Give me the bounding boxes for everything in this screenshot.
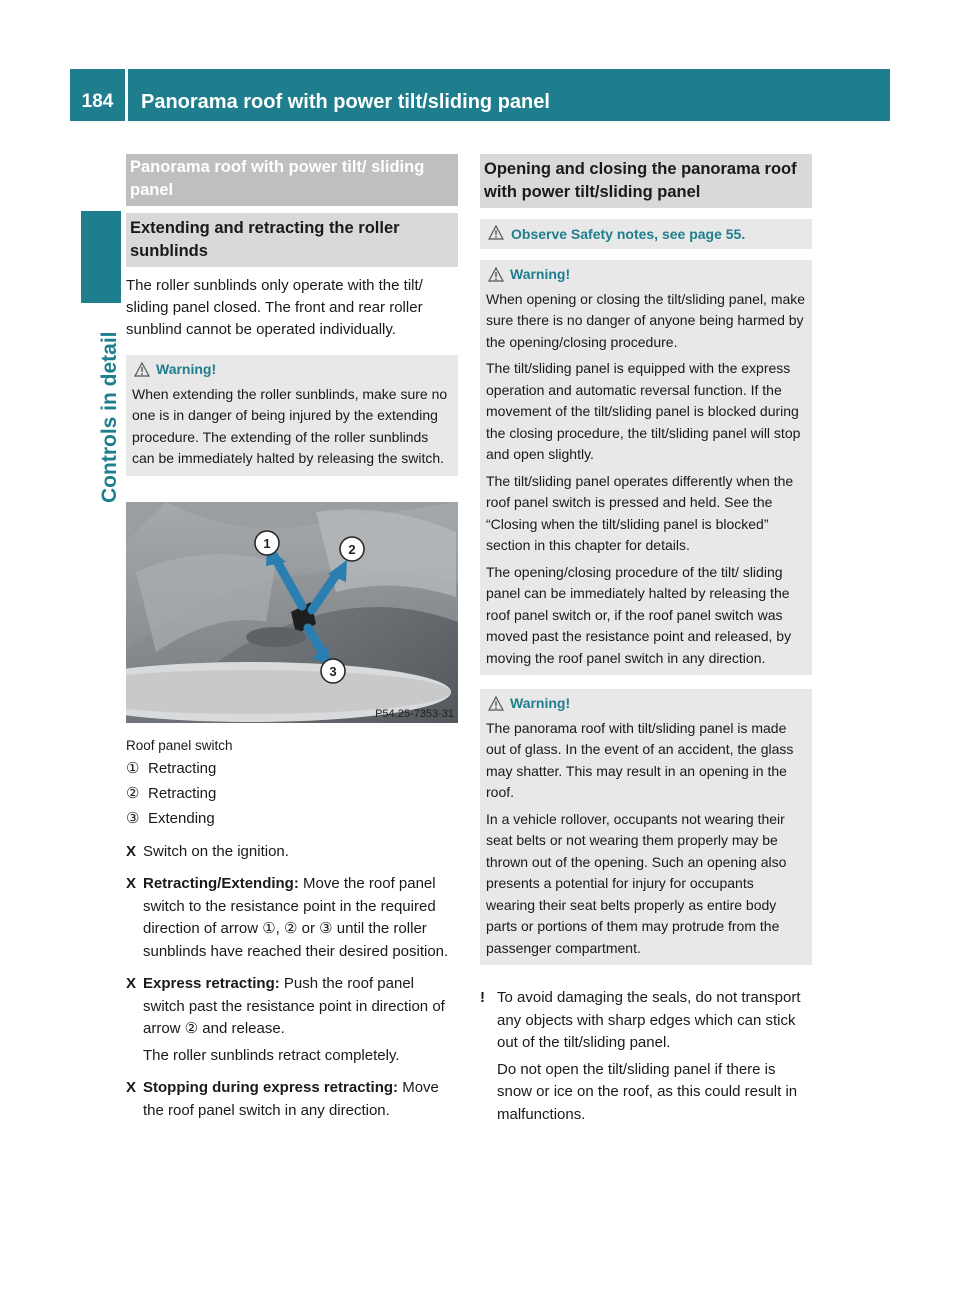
figure-caption: Roof panel switch <box>126 737 233 753</box>
chapter-sidebar <box>70 121 122 1302</box>
warning-box <box>480 260 812 675</box>
page-title: Panorama roof with power tilt/sliding panel <box>141 91 550 113</box>
warning-triangle-icon <box>488 267 504 282</box>
figure-legend <box>126 756 458 831</box>
warning-text: The tilt/sliding panel is equipped with the express operation and automatic reversal function. If the movement of the tilt/sliding panel is blocked during the closing procedure, the tilt/sliding panel will stop and open slightly. <box>486 360 801 462</box>
svg-text:1: 1 <box>263 535 271 551</box>
warning-text: The opening/closing procedure of the tilt/ sliding panel can be immediately halted by releasing the roof panel switch or, if the roof panel switch was moved past the resistance point and released, by moving the roof panel switch in any direction. <box>486 563 792 666</box>
callout-2 <box>340 537 364 561</box>
chapter-label: Controls in detail <box>98 331 121 503</box>
callout-3 <box>321 659 345 683</box>
warning-text: The tilt/sliding panel operates differently when the roof panel switch is pressed and held. See the “Closing when the tilt/sliding panel is blocked” section in this chapter for details. <box>486 472 794 553</box>
safety-note: Observe Safety notes, see page 55. <box>480 219 812 249</box>
warning-text: In a vehicle rollover, occupants not wearing their seat belts or not wearing them properly may be thrown out of the opening. Such an opening also presents a potential for injury for occupants wearing their seat belts properly as entire body parts or portions of them may protrude from the passenger compartment. <box>486 810 787 956</box>
note-text: Do not open the tilt/sliding panel if there is snow or ice on the roof, as this could result in malfunctions. <box>497 1060 798 1123</box>
callout-1 <box>255 531 279 555</box>
warning-heading: Warning! <box>156 361 217 377</box>
warning-triangle-icon <box>134 362 150 377</box>
warning-heading: Warning! <box>510 266 571 282</box>
subsection-title: Extending and retracting the roller sunblinds <box>126 213 458 267</box>
right-column <box>480 154 812 1130</box>
instruction-step: X Switch on the ignition. <box>126 841 458 864</box>
header-divider <box>125 69 128 121</box>
note-text: To avoid damaging the seals, do not transport any objects with sharp edges which can stick out of the tilt/sliding panel. <box>497 989 801 1051</box>
warning-box <box>480 689 812 965</box>
page-number: 184 <box>81 91 114 112</box>
instruction-step: X Express retracting: Push the roof panel switch past the resistance point in direction of arrow ② and release. The roller sunblinds retract completely. <box>126 975 445 1064</box>
chapter-marker <box>81 211 121 303</box>
warning-triangle-icon <box>488 225 504 240</box>
page-header <box>70 69 890 121</box>
caution-note <box>480 987 812 1126</box>
step-marker: X <box>126 842 137 860</box>
warning-text: The panorama roof with tilt/sliding panel is made out of glass. In the event of an accident, the glass may shatter. This may result in an opening in the roof. <box>486 719 794 800</box>
svg-text:2: 2 <box>348 541 356 557</box>
instruction-step: X Retracting/Extending: Move the roof panel switch to the resistance point in the required direction of arrow ①, ② or ③ until the roller sunblinds have reached their desired position. <box>126 875 449 960</box>
instruction-step: X Stopping during express retracting: Move the roof panel switch in any direction. <box>126 1079 439 1119</box>
section-title: Panorama roof with power tilt/ sliding panel <box>126 154 458 206</box>
step-marker: X <box>126 1079 137 1096</box>
legend-item: ② Retracting <box>126 784 217 802</box>
overhead-console-illustration <box>126 502 458 723</box>
roof-panel-switch-photo <box>126 502 458 723</box>
legend-item: ① Retracting <box>126 759 217 777</box>
step-marker: X <box>126 875 137 892</box>
caution-icon: ! <box>480 989 485 1006</box>
warning-text: When extending the roller sunblinds, make sure no one is in danger of being injured by the extending procedure. The extending of the roller sunblinds can be immediately halted by releasing the switch. <box>132 385 448 466</box>
intro-paragraph: The roller sunblinds only operate with the tilt/ sliding panel closed. The front and rear roller sunblind cannot be operated individually. <box>126 277 423 338</box>
svg-text:3: 3 <box>329 663 337 679</box>
step-marker: X <box>126 975 137 992</box>
figure-code: P54.25-7353-31 <box>375 707 454 720</box>
warning-text: When opening or closing the tilt/sliding panel, make sure there is no danger of anyone being harmed by the opening/closing procedure. <box>486 290 806 350</box>
warning-box <box>126 355 458 476</box>
section-title: Opening and closing the panorama roof with power tilt/sliding panel <box>480 154 812 208</box>
legend-item: ③ Extending <box>126 809 215 827</box>
warning-heading: Warning! <box>510 695 571 711</box>
warning-triangle-icon <box>488 696 504 711</box>
left-column <box>126 154 458 1122</box>
